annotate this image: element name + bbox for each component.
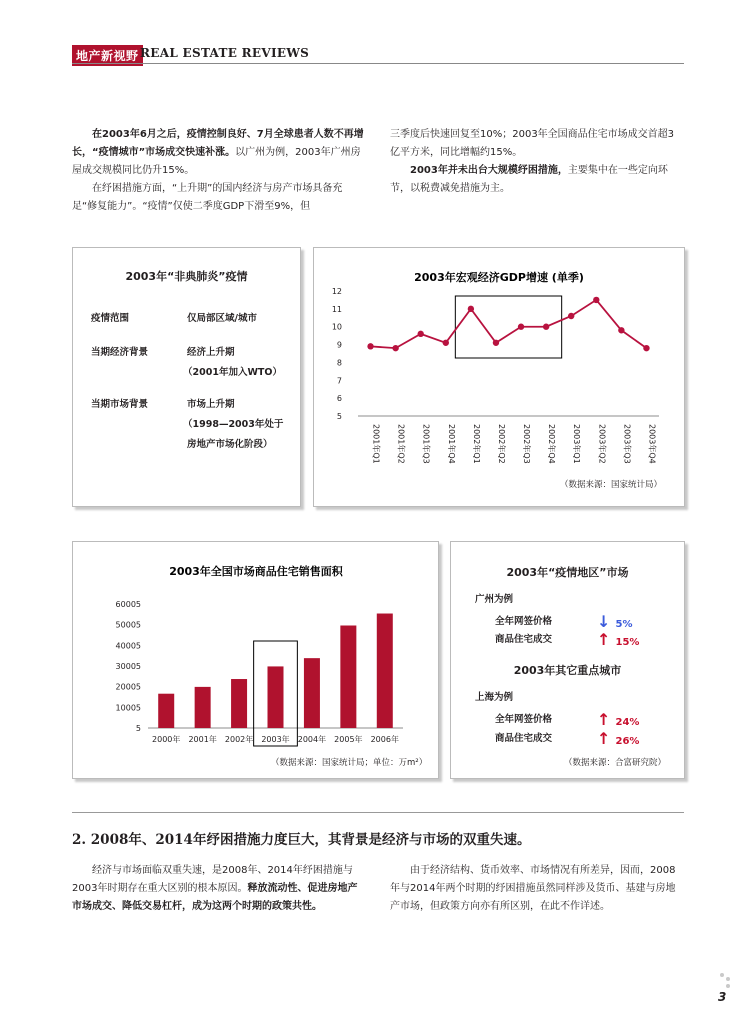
chart-title: 2003年全国市场商品住宅销售面积	[169, 565, 343, 578]
gdp-data-point	[518, 324, 524, 330]
x-tick-label: 2003年Q1	[572, 424, 582, 464]
market-city2-row-label: 全年网签价格	[495, 714, 553, 725]
y-tick-label: 7	[336, 376, 342, 386]
market-box-subtitle: 2003年其它重点城市	[513, 664, 622, 677]
x-tick-label: 2004年	[297, 735, 327, 744]
market-city1-row-label: 全年网签价格	[495, 616, 553, 627]
sars-info-box	[72, 247, 301, 507]
gdp-data-point	[618, 327, 624, 333]
market-pct: 5%	[615, 619, 633, 630]
x-tick-label: 2001年Q1	[371, 424, 381, 464]
x-tick-label: 2000年	[152, 735, 181, 744]
sars-row-value-line2: （2001年加入WTO）	[183, 367, 282, 378]
market-city2-row-value	[597, 710, 639, 729]
sales-bar-chart	[73, 542, 438, 778]
gdp-data-point	[568, 313, 574, 319]
section-heading: 2. 2008年、2014年纾困措施力度巨大，其背景是经济与市场的双重失速。	[72, 832, 531, 848]
sars-row-label: 当期经济背景	[91, 347, 149, 358]
intro-left-paragraph-2: 在纾困措施方面，“上升期”的国内经济与房产市场具备充足“修复能力”。“疫情”仅使二季度GDP下滑至9%，但	[72, 183, 343, 212]
arrow-up-icon: ↑	[597, 630, 611, 649]
x-tick-label: 2001年Q3	[421, 424, 431, 464]
arrow-down-icon: ↓	[597, 612, 611, 631]
gdp-chart-source: （数据来源：国家统计局）	[559, 480, 662, 490]
market-city1-label: 广州为例	[475, 594, 514, 605]
section2-left-paragraph	[72, 862, 364, 916]
y-tick-label: 8	[336, 358, 342, 368]
header-divider	[72, 63, 684, 64]
intro-left-p1-bold: 在2003年6月之后，疫情控制良好、7月全球患者人数不再增长，“疫情城市”市场成交快速补涨。	[72, 129, 364, 158]
arrow-up-icon: ↑	[597, 729, 611, 748]
market-city2-row-value	[597, 729, 639, 748]
market-pct: 15%	[615, 637, 640, 648]
market-box	[450, 541, 685, 779]
x-tick-label: 2005年	[334, 735, 363, 744]
x-tick-label: 2002年	[224, 735, 254, 744]
intro-right-paragraph-1: 三季度后快速回复至10%；2003年全国商品住宅市场成交首超3亿平方米，同比增幅约15%。	[390, 129, 675, 158]
x-tick-label: 2001年	[188, 735, 217, 744]
x-tick-label: 2003年Q3	[622, 424, 632, 464]
sales-bar	[340, 626, 356, 728]
x-tick-label: 2001年Q4	[446, 424, 456, 464]
gdp-data-point	[392, 345, 398, 351]
market-box-title: 2003年“疫情地区”市场	[506, 566, 629, 579]
header-title: REAL ESTATE REVIEWS	[140, 46, 310, 60]
x-tick-label: 2001年Q2	[396, 424, 406, 464]
gdp-data-point	[493, 340, 499, 346]
gdp-chart-box	[313, 247, 685, 507]
sars-row-value: 经济上升期	[187, 347, 235, 358]
market-city1-row-label: 商品住宅成交	[495, 634, 553, 645]
y-tick-label: 10	[331, 322, 342, 332]
x-tick-label: 2002年Q3	[522, 424, 532, 464]
y-tick-label: 10005	[115, 703, 141, 713]
x-tick-label: 2002年Q1	[471, 424, 481, 464]
sars-row-label: 疫情范围	[91, 313, 130, 324]
sales-chart-source: （数据来源：国家统计局；单位：万m²）	[271, 758, 428, 768]
y-tick-label: 5	[336, 412, 342, 421]
y-tick-label: 9	[336, 340, 342, 350]
market-source: （数据来源：合富研究院）	[563, 758, 666, 768]
chart-title: 2003年宏观经济GDP增速 (单季)	[414, 271, 584, 284]
gdp-series-line	[371, 300, 647, 348]
arrow-up-icon: ↑	[597, 710, 611, 729]
section2-right-paragraph: 由于经济结构、货币效率、市场情况有所差异，因而，2008年与2014年两个时期的纾困措施虽然同样涉及货币、基建与房地产市场，但政策方向亦有所区别，在此不作详述。	[390, 865, 676, 912]
page-dots-icon	[712, 972, 732, 992]
sales-bar	[268, 666, 284, 728]
y-tick-label: 40005	[115, 641, 141, 651]
header-logo: 地产新视野	[72, 45, 143, 66]
x-tick-label: 2002年Q2	[496, 424, 506, 464]
intro-right-p2-rest: 主要集中在一些定向环节，以税费减免措施为主。	[390, 165, 668, 194]
y-tick-label: 12	[331, 287, 342, 296]
y-tick-label: 60005	[115, 600, 141, 609]
market-city2-label: 上海为例	[475, 692, 514, 703]
section2-left-rest: 经济与市场面临双重失速，是2008年、2014年纾困措施与2003年时期存在重大区别的根本原因。	[72, 865, 353, 894]
y-tick-label: 20005	[115, 682, 141, 692]
y-tick-label: 6	[336, 394, 342, 404]
market-pct: 26%	[615, 736, 640, 747]
intro-right-p2-bold: 2003年并未出台大规模纾困措施，	[410, 165, 568, 176]
y-tick-label: 5	[135, 724, 141, 733]
sars-box-title: 2003年“非典肺炎”疫情	[125, 270, 248, 283]
intro-left-p1-rest: 以广州为例，2003年广州房屋成交规模同比仍升15%。	[72, 147, 361, 176]
market-city2-row-label: 商品住宅成交	[495, 733, 553, 744]
x-tick-label: 2003年	[261, 735, 290, 744]
intro-right-paragraph-2	[390, 162, 684, 198]
x-tick-label: 2003年Q2	[597, 424, 607, 464]
market-city1-row-value	[597, 630, 639, 649]
gdp-data-point	[367, 343, 373, 349]
intro-left-column	[72, 126, 364, 216]
gdp-data-point	[643, 345, 649, 351]
x-tick-label: 2003年Q4	[647, 424, 657, 464]
page-number: 3	[718, 990, 727, 1004]
y-tick-label: 30005	[115, 662, 141, 671]
sales-bar	[231, 679, 247, 728]
sars-row-label: 当期市场背景	[91, 399, 149, 410]
intro-right-column	[390, 126, 684, 198]
sales-bar	[158, 694, 174, 728]
sales-chart-box	[72, 541, 439, 779]
gdp-data-point	[543, 324, 549, 330]
section-divider	[72, 812, 684, 813]
gdp-data-point	[418, 331, 424, 337]
intro-left-paragraph-1	[72, 126, 364, 180]
gdp-data-point	[468, 306, 474, 312]
y-tick-label: 50005	[115, 620, 141, 630]
sars-row-value-line3: 房地产市场化阶段）	[187, 439, 273, 450]
sars-row-value-line2: （1998—2003年处于	[183, 419, 284, 430]
x-tick-label: 2002年Q4	[547, 424, 557, 464]
market-pct: 24%	[615, 717, 640, 728]
sales-bar	[377, 614, 393, 728]
x-tick-label: 2006年	[370, 735, 399, 744]
market-city1-row-value	[597, 612, 632, 631]
y-tick-label: 11	[331, 304, 342, 314]
gdp-line-chart	[314, 248, 684, 506]
sars-row-value: 仅局部区域/城市	[187, 313, 257, 324]
sales-bar	[304, 658, 320, 728]
sales-bar	[195, 687, 211, 728]
gdp-data-point	[443, 340, 449, 346]
gdp-data-point	[593, 297, 599, 303]
section2-left-bold: 释放流动性、促进房地产市场成交、降低交易杠杆，成为这两个时期的政策共性。	[72, 883, 358, 912]
sars-row-value: 市场上升期	[187, 399, 235, 410]
